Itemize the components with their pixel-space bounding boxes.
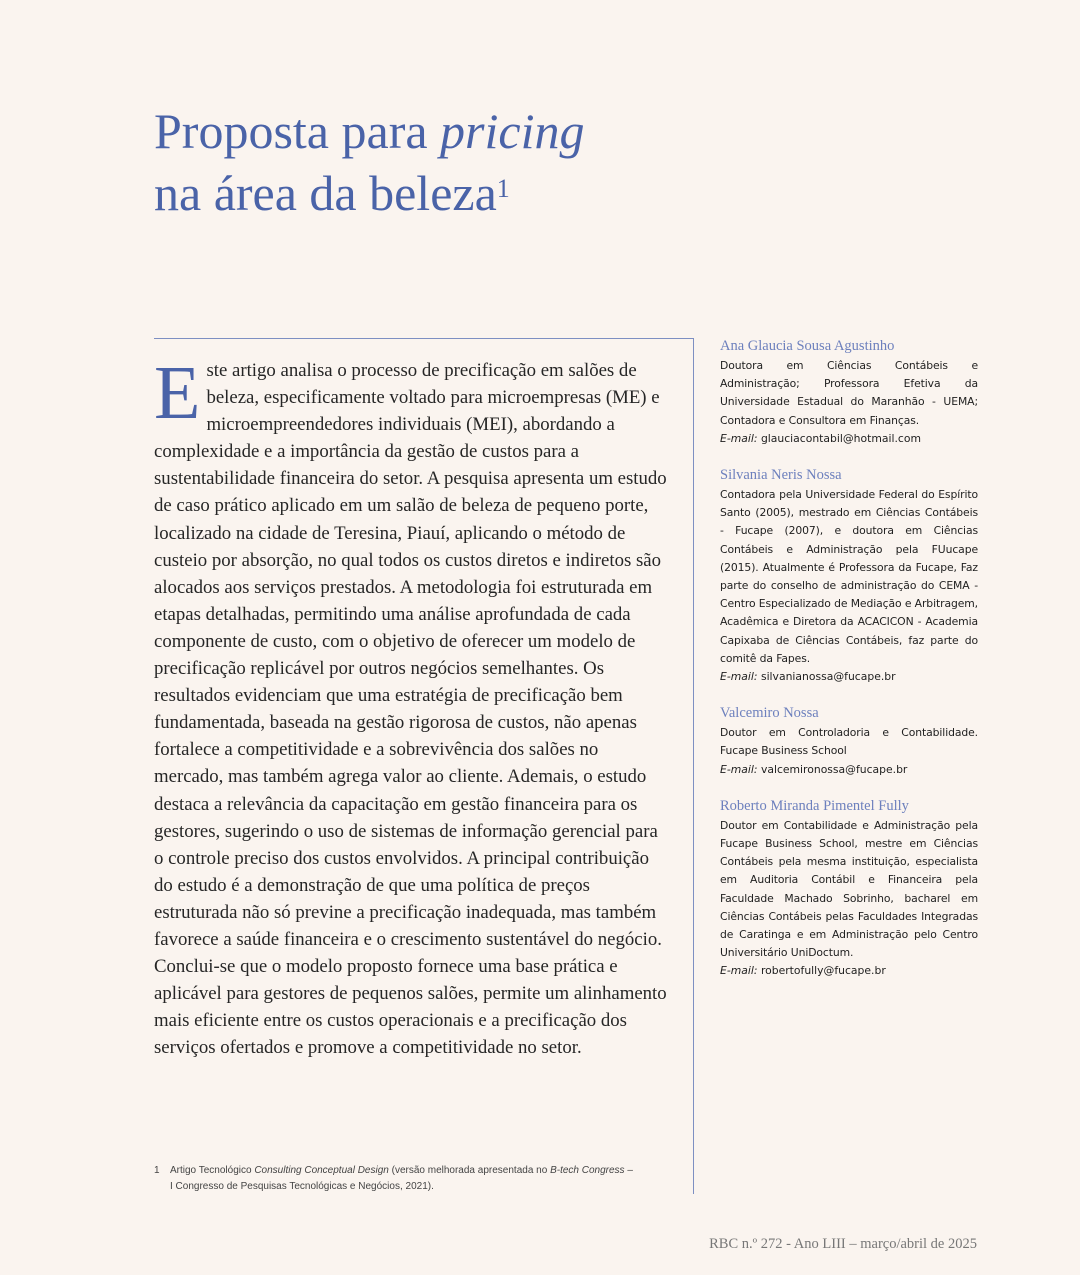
footnote bbox=[154, 1163, 664, 1195]
footnote-number: 1 bbox=[154, 1165, 160, 1176]
author-name: Roberto Miranda Pimentel Fully bbox=[720, 797, 909, 814]
author-name: Silvania Neris Nossa bbox=[720, 467, 842, 484]
email-label: E-mail: bbox=[720, 431, 758, 445]
page-footer: RBC n.º 272 - Ano LIII – março/abril de 2025 bbox=[709, 1236, 977, 1252]
author-bio: Doutor em Controladoria e Contabilidade. Fucape Business School bbox=[720, 726, 978, 758]
author-block bbox=[720, 466, 978, 686]
author-email[interactable]: robertofully@fucape.br bbox=[760, 964, 886, 978]
author-email-line bbox=[720, 962, 978, 980]
abstract-text: ste artigo analisa o processo de precificação em salões de beleza, especificamente voltado para microempresas (ME) e microempreendedores individuais (MEI), abordando a complexidade e a importância da gestão de custos para a sustentabilidade financeira do setor. A pesquisa apresenta um estudo de caso prático aplicado em um salão de beleza de pequeno porte, localizado na cidade de Teresina, Piauí, aplicando o método de custeio por absorção, no qual todos os custos diretos e indiretos são alocados aos serviços prestados. A metodologia foi estruturada em etapas detalhadas, permitindo uma análise aprofundada de cada componente de custo, com o objetivo de oferecer um modelo de precificação replicável por outros negócios semelhantes. Os resultados evidenciam que uma estratégia de precificação bem fundamentada, baseada na gestão rigorosa de custos, não apenas fortalece a competitividade e a sobrevivência dos salões no mercado, mas também agrega valor ao cliente. Ademais, o estudo destaca a relevância da capacitação em gestão financeira para os gestores, sugerindo o uso de sistemas de informação gerencial para o controle preciso dos custos envolvidos. A principal contribuição do estudo é a demonstração de que uma política de preços estruturada não só previne a precificação inadequada, mas também favorece a saúde financeira e o crescimento sustentável do negócio. Conclui-se que o modelo proposto fornece uma base prática e aplicável para gestores de pequenos salões, permite um alinhamento mais eficiente entre os custos operacionais e a precificação dos serviços ofertados e promove a competitividade no setor. bbox=[154, 360, 667, 1059]
author-email-line bbox=[720, 430, 978, 448]
author-email[interactable]: valcemironossa@fucape.br bbox=[760, 762, 908, 776]
abstract bbox=[154, 351, 670, 1061]
email-label: E-mail: bbox=[720, 670, 758, 684]
email-label: E-mail: bbox=[720, 964, 758, 978]
footnote-prefix: Artigo Tecnológico bbox=[170, 1165, 255, 1176]
email-label: E-mail: bbox=[720, 762, 758, 776]
abstract-top-rule bbox=[154, 338, 694, 339]
footnote-line2: I Congresso de Pesquisas Tecnológicas e Negócios, 2021). bbox=[170, 1181, 434, 1192]
article-title bbox=[154, 100, 584, 224]
title-italic-word: pricing bbox=[440, 103, 585, 159]
column-divider bbox=[693, 338, 694, 1194]
author-email-line bbox=[720, 761, 978, 779]
author-bio: Contadora pela Universidade Federal do Espírito Santo (2005), mestrado em Ciências Contábeis - Fucape (2007), e doutora em Ciências Contábeis e Administração pela FUucape (2015). Atualmente é Professora da Fucape, Faz parte do conselho de administração do CEMA - Centro Especializado de Mediação e Arbitragem, Acadêmica e Diretora da ACACICON - Academia Capixaba de Ciências Contábeis, faz parte do comitê da Fapes. bbox=[720, 488, 978, 665]
footnote-middle: (versão melhorada apresentada no bbox=[388, 1165, 551, 1176]
authors-column bbox=[720, 337, 978, 999]
author-block bbox=[720, 704, 978, 779]
author-email[interactable]: glauciacontabil@hotmail.com bbox=[760, 431, 921, 445]
title-footnote-ref: 1 bbox=[496, 174, 510, 203]
author-email[interactable]: silvanianossa@fucape.br bbox=[760, 670, 896, 684]
author-block bbox=[720, 797, 978, 981]
author-email-line bbox=[720, 668, 978, 686]
author-bio: Doutor em Contabilidade e Administração pela Fucape Business School, mestre em Ciências Contábeis pela mesma instituição, especialista em Auditoria Contábil e Financeira pela Faculdade Machado Sobrinho, bacharel em Ciências Contábeis pelas Faculdades Integradas de Caratinga e em Administração pelo Centro Universitário UniDoctum. bbox=[720, 818, 978, 960]
footnote-italic-2: B-tech Congress bbox=[550, 1165, 625, 1176]
author-block bbox=[720, 337, 978, 448]
author-name: Valcemiro Nossa bbox=[720, 705, 819, 722]
title-line2: na área da beleza bbox=[154, 165, 497, 221]
drop-cap: E bbox=[154, 351, 201, 435]
footnote-suffix: – bbox=[624, 1165, 633, 1176]
author-bio: Doutora em Ciências Contábeis e Administração; Professora Efetiva da Universidade Estadual do Maranhão - UEMA; Contadora e Consultora em Finanças. bbox=[720, 359, 978, 427]
title-line1-prefix: Proposta para bbox=[154, 103, 441, 159]
author-name: Ana Glaucia Sousa Agustinho bbox=[720, 338, 895, 354]
footnote-italic-1: Consulting Conceptual Design bbox=[254, 1165, 389, 1176]
